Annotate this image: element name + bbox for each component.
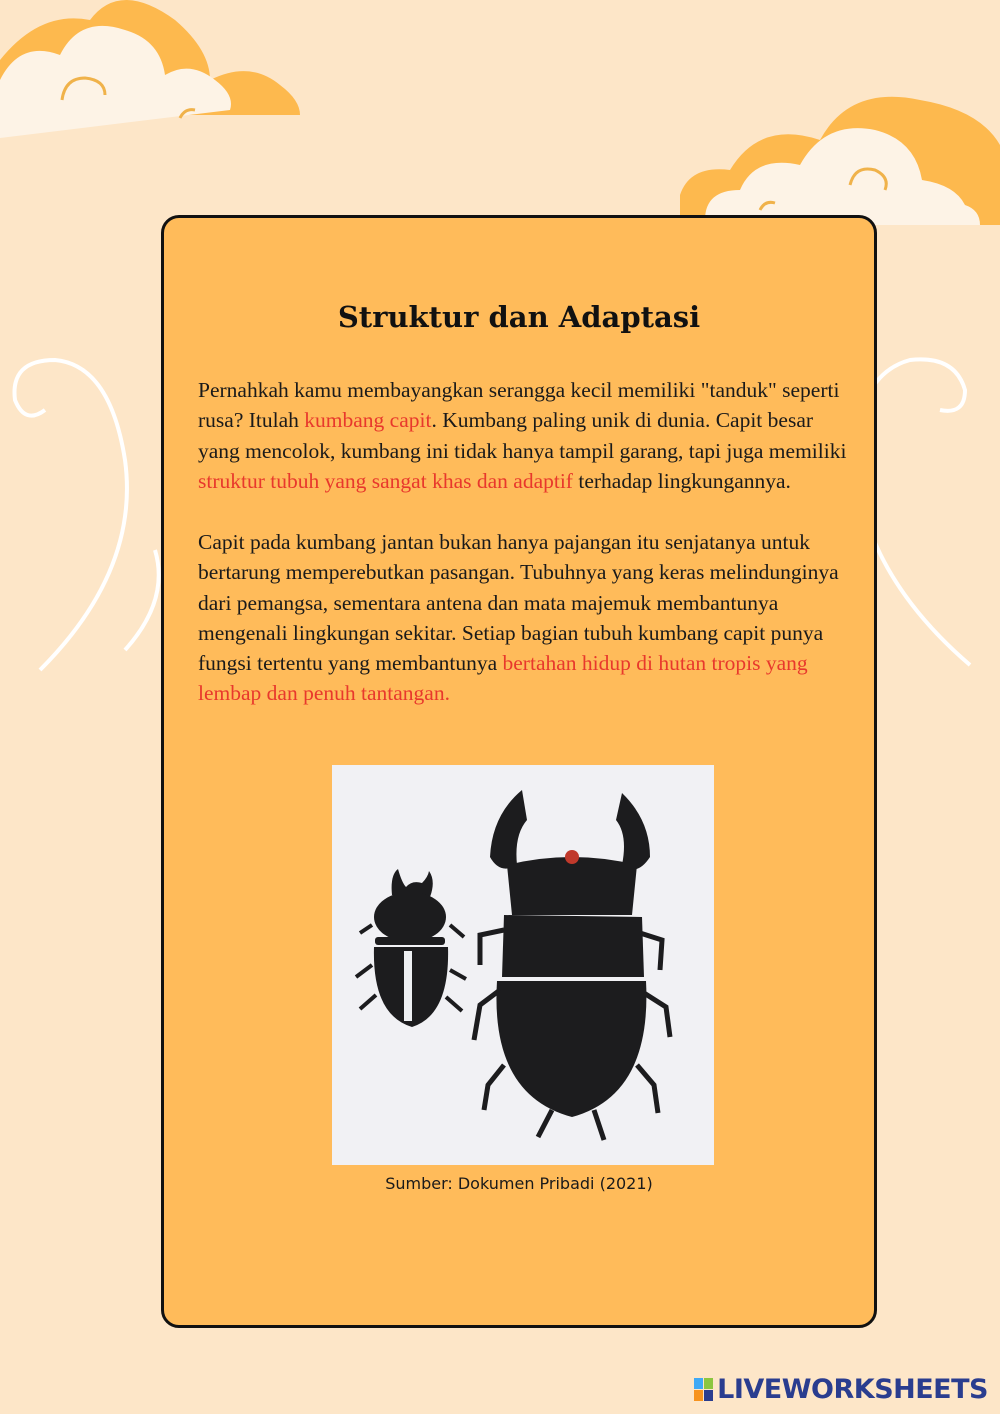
large-beetle-illustration (474, 790, 670, 1140)
photo-caption: Sumber: Dokumen Pribadi (2021) (385, 1174, 653, 1193)
highlighted-text: bertahan hidup di hutan tropis yang lembap dan penuh tantangan. (198, 651, 808, 706)
stag-beetle-photo (332, 765, 714, 1165)
liveworksheets-logo[interactable] (694, 1374, 988, 1405)
page-title: Struktur dan Adaptasi (337, 300, 701, 334)
body-paragraph (198, 527, 858, 709)
paragraph-text: Capit pada kumbang jantan bukan hanya pajangan itu senjatanya untuk bertarung memperebutkan pasangan. Tubuhnya yang keras melindunginya dari pemangsa, sementara antena dan mata majemuk membantunya mengenali lingkungan sekitar. Setiap bagian tubuh kumbang capit punya fungsi tertentu yang membantunya (198, 530, 839, 676)
highlighted-text: kumbang capit (304, 408, 432, 433)
content-card (161, 215, 877, 1328)
small-beetle-illustration (356, 869, 466, 1027)
cloud-top-left (0, 0, 310, 140)
intro-paragraph (198, 375, 858, 496)
cloud-top-right (660, 85, 1000, 235)
liveworksheets-logo-icon (694, 1378, 714, 1402)
paragraph-text: terhadap lingkungannya. (572, 468, 791, 493)
highlighted-text: struktur tubuh yang sangat khas dan adaptif (198, 468, 573, 493)
paragraph-text: Pernahkah kamu membayangkan serangga kecil memiliki "tanduk" seperti rusa? Itulah (198, 378, 840, 433)
paragraph-text: . Kumbang paling unik di dunia. Capit besar yang mencolok, kumbang ini tidak hanya tampil garang, tapi juga memiliki (198, 408, 847, 463)
swirl-left (0, 350, 170, 680)
brand-name: LIVEWORKSHEETS (717, 1374, 988, 1405)
